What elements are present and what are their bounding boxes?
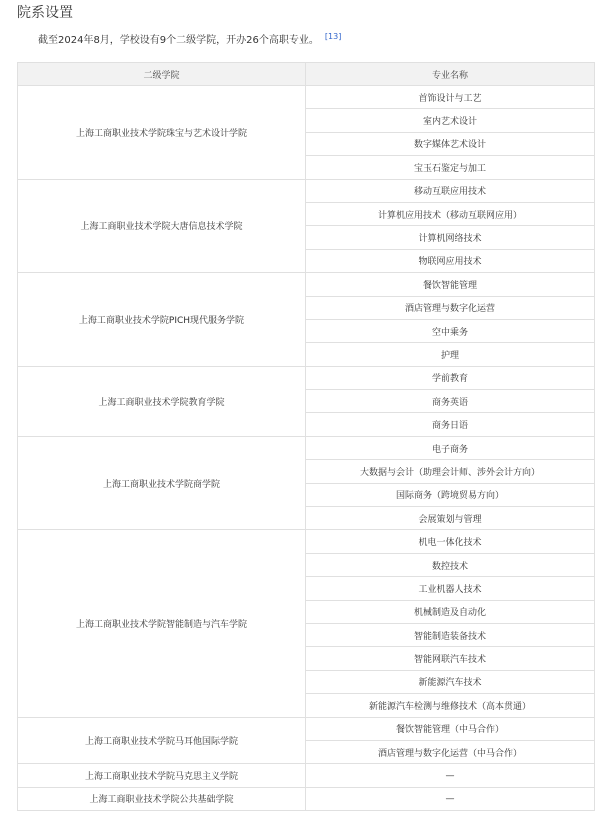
major-name-cell: 学前教育	[306, 366, 595, 389]
table-row	[18, 273, 595, 296]
college-name-cell: 上海工商职业技术学院智能制造与汽车学院	[18, 530, 306, 717]
table-row	[18, 366, 595, 389]
intro-paragraph	[38, 31, 341, 46]
college-name-cell: 上海工商职业技术学院大唐信息技术学院	[18, 179, 306, 273]
major-name-cell: 计算机网络技术	[306, 226, 595, 249]
header-college: 二级学院	[18, 63, 306, 86]
table-row	[18, 530, 595, 553]
table-row	[18, 86, 595, 109]
table-header-row	[18, 63, 595, 86]
major-name-cell: 数控技术	[306, 553, 595, 576]
major-name-cell: 餐饮智能管理	[306, 273, 595, 296]
major-name-cell: 宝玉石鉴定与加工	[306, 156, 595, 179]
major-name-cell: 商务日语	[306, 413, 595, 436]
major-name-cell: 物联网应用技术	[306, 249, 595, 272]
major-name-cell: 酒店管理与数字化运营（中马合作）	[306, 740, 595, 763]
major-name-cell: 计算机应用技术（移动互联网应用）	[306, 202, 595, 225]
major-name-cell: 新能源汽车技术	[306, 670, 595, 693]
table-row	[18, 179, 595, 202]
major-name-cell: 机械制造及自动化	[306, 600, 595, 623]
major-name-cell: 大数据与会计（助理会计师、涉外会计方向）	[306, 460, 595, 483]
major-name-cell: 护理	[306, 343, 595, 366]
table-row	[18, 436, 595, 459]
major-name-cell: 酒店管理与数字化运营	[306, 296, 595, 319]
college-name-cell: 上海工商职业技术学院商学院	[18, 436, 306, 530]
college-name-cell: 上海工商职业技术学院公共基础学院	[18, 787, 306, 810]
colleges-table	[17, 62, 595, 811]
major-name-cell: 机电一体化技术	[306, 530, 595, 553]
college-name-cell: 上海工商职业技术学院珠宝与艺术设计学院	[18, 86, 306, 180]
college-name-cell: 上海工商职业技术学院教育学院	[18, 366, 306, 436]
section-title: 院系设置	[17, 5, 73, 21]
major-name-cell: 智能制造装备技术	[306, 623, 595, 646]
major-name-cell: —	[306, 787, 595, 810]
major-name-cell: —	[306, 764, 595, 787]
major-name-cell: 工业机器人技术	[306, 577, 595, 600]
major-name-cell: 商务英语	[306, 390, 595, 413]
table-row	[18, 717, 595, 740]
intro-text: 截至2024年8月，学校设有9个二级学院，开办26个高职专业。	[38, 35, 319, 46]
major-name-cell: 室内艺术设计	[306, 109, 595, 132]
college-name-cell: 上海工商职业技术学院PICH现代服务学院	[18, 273, 306, 367]
table-body	[18, 86, 595, 811]
major-name-cell: 国际商务（跨境贸易方向）	[306, 483, 595, 506]
college-name-cell: 上海工商职业技术学院马克思主义学院	[18, 764, 306, 787]
major-name-cell: 智能网联汽车技术	[306, 647, 595, 670]
table-row	[18, 787, 595, 810]
major-name-cell: 新能源汽车检测与维修技术（高本贯通）	[306, 694, 595, 717]
major-name-cell: 空中乘务	[306, 319, 595, 342]
major-name-cell: 会展策划与管理	[306, 507, 595, 530]
header-major: 专业名称	[306, 63, 595, 86]
major-name-cell: 移动互联应用技术	[306, 179, 595, 202]
major-name-cell: 餐饮智能管理（中马合作）	[306, 717, 595, 740]
major-name-cell: 电子商务	[306, 436, 595, 459]
major-name-cell: 首饰设计与工艺	[306, 86, 595, 109]
college-name-cell: 上海工商职业技术学院马耳他国际学院	[18, 717, 306, 764]
major-name-cell: 数字媒体艺术设计	[306, 132, 595, 155]
table-row	[18, 764, 595, 787]
citation-link[interactable]: [13]	[324, 32, 342, 41]
